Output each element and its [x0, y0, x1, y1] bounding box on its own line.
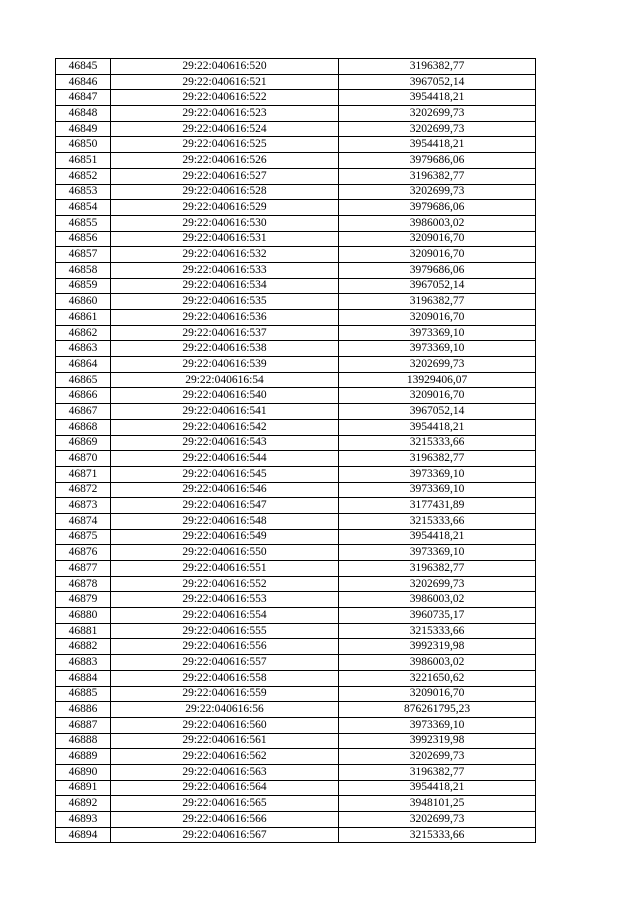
table-row	[56, 670, 536, 686]
cadastral-value-cell: 3196382,77	[339, 168, 536, 184]
cadastral-value-cell: 3202699,73	[339, 121, 536, 137]
table-row	[56, 153, 536, 169]
cadastral-number-cell: 29:22:040616:536	[111, 310, 339, 326]
table-row	[56, 639, 536, 655]
table-row	[56, 733, 536, 749]
table-row	[56, 262, 536, 278]
row-number-cell: 46889	[56, 749, 111, 765]
table-row	[56, 796, 536, 812]
cadastral-number-cell: 29:22:040616:527	[111, 168, 339, 184]
table-row	[56, 827, 536, 843]
row-number-cell: 46873	[56, 498, 111, 514]
cadastral-number-cell: 29:22:040616:529	[111, 200, 339, 216]
row-number-cell: 46855	[56, 215, 111, 231]
table-row	[56, 435, 536, 451]
table-row	[56, 357, 536, 373]
row-number-cell: 46864	[56, 357, 111, 373]
row-number-cell: 46865	[56, 372, 111, 388]
row-number-cell: 46858	[56, 262, 111, 278]
cadastral-value-cell: 3215333,66	[339, 623, 536, 639]
cadastral-value-cell: 3209016,70	[339, 310, 536, 326]
row-number-cell: 46871	[56, 466, 111, 482]
cadastral-number-cell: 29:22:040616:553	[111, 592, 339, 608]
cadastral-value-cell: 3202699,73	[339, 812, 536, 828]
cadastral-value-cell: 3209016,70	[339, 247, 536, 263]
row-number-cell: 46846	[56, 74, 111, 90]
table-row	[56, 200, 536, 216]
table-row	[56, 576, 536, 592]
table-row	[56, 702, 536, 718]
cadastral-number-cell: 29:22:040616:533	[111, 262, 339, 278]
row-number-cell: 46883	[56, 655, 111, 671]
cadastral-number-cell: 29:22:040616:544	[111, 451, 339, 467]
cadastral-value-cell: 3973369,10	[339, 482, 536, 498]
cadastral-number-cell: 29:22:040616:565	[111, 796, 339, 812]
table-row	[56, 498, 536, 514]
cadastral-number-cell: 29:22:040616:562	[111, 749, 339, 765]
row-number-cell: 46861	[56, 310, 111, 326]
cadastral-number-cell: 29:22:040616:520	[111, 59, 339, 75]
cadastral-number-cell: 29:22:040616:540	[111, 388, 339, 404]
row-number-cell: 46891	[56, 780, 111, 796]
cadastral-number-cell: 29:22:040616:547	[111, 498, 339, 514]
row-number-cell: 46852	[56, 168, 111, 184]
cadastral-value-cell: 3202699,73	[339, 749, 536, 765]
cadastral-number-cell: 29:22:040616:526	[111, 153, 339, 169]
table-row	[56, 419, 536, 435]
cadastral-number-cell: 29:22:040616:534	[111, 278, 339, 294]
row-number-cell: 46870	[56, 451, 111, 467]
cadastral-number-cell: 29:22:040616:549	[111, 529, 339, 545]
table-body	[56, 59, 536, 843]
row-number-cell: 46879	[56, 592, 111, 608]
cadastral-value-cell: 3973369,10	[339, 341, 536, 357]
cadastral-value-cell: 3209016,70	[339, 388, 536, 404]
table-row	[56, 545, 536, 561]
cadastral-number-cell: 29:22:040616:542	[111, 419, 339, 435]
cadastral-value-cell: 3979686,06	[339, 200, 536, 216]
cadastral-value-cell: 3954418,21	[339, 780, 536, 796]
row-number-cell: 46863	[56, 341, 111, 357]
table-row	[56, 59, 536, 75]
row-number-cell: 46888	[56, 733, 111, 749]
cadastral-number-cell: 29:22:040616:567	[111, 827, 339, 843]
cadastral-value-cell: 3221650,62	[339, 670, 536, 686]
row-number-cell: 46892	[56, 796, 111, 812]
cadastral-number-cell: 29:22:040616:564	[111, 780, 339, 796]
table-row	[56, 655, 536, 671]
cadastral-value-cell: 3215333,66	[339, 435, 536, 451]
cadastral-number-cell: 29:22:040616:523	[111, 106, 339, 122]
cadastral-value-cell: 3196382,77	[339, 59, 536, 75]
row-number-cell: 46876	[56, 545, 111, 561]
cadastral-number-cell: 29:22:040616:530	[111, 215, 339, 231]
cadastral-value-cell: 3954418,21	[339, 90, 536, 106]
table-row	[56, 388, 536, 404]
row-number-cell: 46862	[56, 325, 111, 341]
cadastral-value-cell: 3954418,21	[339, 419, 536, 435]
cadastral-value-cell: 3202699,73	[339, 184, 536, 200]
row-number-cell: 46845	[56, 59, 111, 75]
cadastral-number-cell: 29:22:040616:532	[111, 247, 339, 263]
row-number-cell: 46851	[56, 153, 111, 169]
row-number-cell: 46882	[56, 639, 111, 655]
row-number-cell: 46868	[56, 419, 111, 435]
row-number-cell: 46894	[56, 827, 111, 843]
cadastral-number-cell: 29:22:040616:546	[111, 482, 339, 498]
row-number-cell: 46848	[56, 106, 111, 122]
table-row	[56, 482, 536, 498]
cadastral-value-cell: 3967052,14	[339, 278, 536, 294]
cadastral-value-cell: 3209016,70	[339, 686, 536, 702]
row-number-cell: 46878	[56, 576, 111, 592]
cadastral-value-cell: 3992319,98	[339, 639, 536, 655]
cadastral-number-cell: 29:22:040616:559	[111, 686, 339, 702]
table-row	[56, 513, 536, 529]
cadastral-number-cell: 29:22:040616:535	[111, 294, 339, 310]
cadastral-number-cell: 29:22:040616:566	[111, 812, 339, 828]
cadastral-number-cell: 29:22:040616:550	[111, 545, 339, 561]
cadastral-value-cell: 876261795,23	[339, 702, 536, 718]
cadastral-value-cell: 3196382,77	[339, 294, 536, 310]
table-row	[56, 184, 536, 200]
cadastral-value-cell: 3196382,77	[339, 451, 536, 467]
cadastral-value-cell: 3954418,21	[339, 529, 536, 545]
cadastral-value-cell: 3967052,14	[339, 74, 536, 90]
row-number-cell: 46867	[56, 404, 111, 420]
cadastral-number-cell: 29:22:040616:558	[111, 670, 339, 686]
row-number-cell: 46877	[56, 561, 111, 577]
row-number-cell: 46856	[56, 231, 111, 247]
cadastral-number-cell: 29:22:040616:548	[111, 513, 339, 529]
table-row	[56, 247, 536, 263]
cadastral-value-cell: 3973369,10	[339, 466, 536, 482]
table-row	[56, 90, 536, 106]
cadastral-number-cell: 29:22:040616:556	[111, 639, 339, 655]
cadastral-value-cell: 3209016,70	[339, 231, 536, 247]
row-number-cell: 46869	[56, 435, 111, 451]
table-row	[56, 608, 536, 624]
table-row	[56, 686, 536, 702]
cadastral-value-cell: 3973369,10	[339, 545, 536, 561]
cadastral-number-cell: 29:22:040616:551	[111, 561, 339, 577]
table-row	[56, 168, 536, 184]
table-row	[56, 121, 536, 137]
row-number-cell: 46884	[56, 670, 111, 686]
row-number-cell: 46857	[56, 247, 111, 263]
table-row	[56, 325, 536, 341]
cadastral-number-cell: 29:22:040616:545	[111, 466, 339, 482]
cadastral-value-cell: 3967052,14	[339, 404, 536, 420]
cadastral-value-cell: 3196382,77	[339, 561, 536, 577]
cadastral-value-cell: 3196382,77	[339, 764, 536, 780]
cadastral-value-table	[55, 58, 536, 843]
cadastral-number-cell: 29:22:040616:554	[111, 608, 339, 624]
table-row	[56, 341, 536, 357]
row-number-cell: 46849	[56, 121, 111, 137]
cadastral-number-cell: 29:22:040616:525	[111, 137, 339, 153]
cadastral-number-cell: 29:22:040616:54	[111, 372, 339, 388]
table-row	[56, 529, 536, 545]
row-number-cell: 46886	[56, 702, 111, 718]
row-number-cell: 46881	[56, 623, 111, 639]
cadastral-value-cell: 3202699,73	[339, 357, 536, 373]
table-row	[56, 74, 536, 90]
cadastral-value-cell: 3973369,10	[339, 717, 536, 733]
table-row	[56, 466, 536, 482]
cadastral-value-cell: 3986003,02	[339, 592, 536, 608]
row-number-cell: 46866	[56, 388, 111, 404]
cadastral-number-cell: 29:22:040616:521	[111, 74, 339, 90]
cadastral-number-cell: 29:22:040616:537	[111, 325, 339, 341]
table-row	[56, 780, 536, 796]
table-row	[56, 404, 536, 420]
table-row	[56, 231, 536, 247]
cadastral-number-cell: 29:22:040616:524	[111, 121, 339, 137]
cadastral-value-cell: 3177431,89	[339, 498, 536, 514]
row-number-cell: 46872	[56, 482, 111, 498]
row-number-cell: 46850	[56, 137, 111, 153]
cadastral-value-cell: 3973369,10	[339, 325, 536, 341]
cadastral-value-cell: 3948101,25	[339, 796, 536, 812]
cadastral-number-cell: 29:22:040616:538	[111, 341, 339, 357]
row-number-cell: 46880	[56, 608, 111, 624]
cadastral-number-cell: 29:22:040616:528	[111, 184, 339, 200]
row-number-cell: 46860	[56, 294, 111, 310]
table-row	[56, 749, 536, 765]
cadastral-value-cell: 13929406,07	[339, 372, 536, 388]
row-number-cell: 46875	[56, 529, 111, 545]
row-number-cell: 46853	[56, 184, 111, 200]
cadastral-value-cell: 3986003,02	[339, 215, 536, 231]
table-row	[56, 278, 536, 294]
cadastral-number-cell: 29:22:040616:543	[111, 435, 339, 451]
cadastral-number-cell: 29:22:040616:555	[111, 623, 339, 639]
cadastral-number-cell: 29:22:040616:522	[111, 90, 339, 106]
row-number-cell: 46874	[56, 513, 111, 529]
cadastral-number-cell: 29:22:040616:563	[111, 764, 339, 780]
row-number-cell: 46854	[56, 200, 111, 216]
row-number-cell: 46859	[56, 278, 111, 294]
cadastral-value-cell: 3979686,06	[339, 262, 536, 278]
cadastral-number-cell: 29:22:040616:557	[111, 655, 339, 671]
cadastral-value-cell: 3215333,66	[339, 513, 536, 529]
table-row	[56, 294, 536, 310]
table-row	[56, 764, 536, 780]
cadastral-value-cell: 3202699,73	[339, 576, 536, 592]
row-number-cell: 46887	[56, 717, 111, 733]
cadastral-number-cell: 29:22:040616:56	[111, 702, 339, 718]
cadastral-number-cell: 29:22:040616:552	[111, 576, 339, 592]
cadastral-value-cell: 3954418,21	[339, 137, 536, 153]
table-row	[56, 372, 536, 388]
row-number-cell: 46885	[56, 686, 111, 702]
cadastral-value-cell: 3215333,66	[339, 827, 536, 843]
cadastral-number-cell: 29:22:040616:539	[111, 357, 339, 373]
table-row	[56, 451, 536, 467]
cadastral-value-cell: 3979686,06	[339, 153, 536, 169]
table-row	[56, 137, 536, 153]
cadastral-value-cell: 3202699,73	[339, 106, 536, 122]
table-row	[56, 310, 536, 326]
table-row	[56, 623, 536, 639]
table-row	[56, 215, 536, 231]
table-row	[56, 106, 536, 122]
table-row	[56, 812, 536, 828]
row-number-cell: 46890	[56, 764, 111, 780]
table-row	[56, 717, 536, 733]
cadastral-value-cell: 3986003,02	[339, 655, 536, 671]
table-row	[56, 561, 536, 577]
cadastral-value-cell: 3960735,17	[339, 608, 536, 624]
table-row	[56, 592, 536, 608]
cadastral-number-cell: 29:22:040616:560	[111, 717, 339, 733]
cadastral-number-cell: 29:22:040616:531	[111, 231, 339, 247]
row-number-cell: 46847	[56, 90, 111, 106]
cadastral-number-cell: 29:22:040616:561	[111, 733, 339, 749]
row-number-cell: 46893	[56, 812, 111, 828]
cadastral-number-cell: 29:22:040616:541	[111, 404, 339, 420]
cadastral-value-cell: 3992319,98	[339, 733, 536, 749]
